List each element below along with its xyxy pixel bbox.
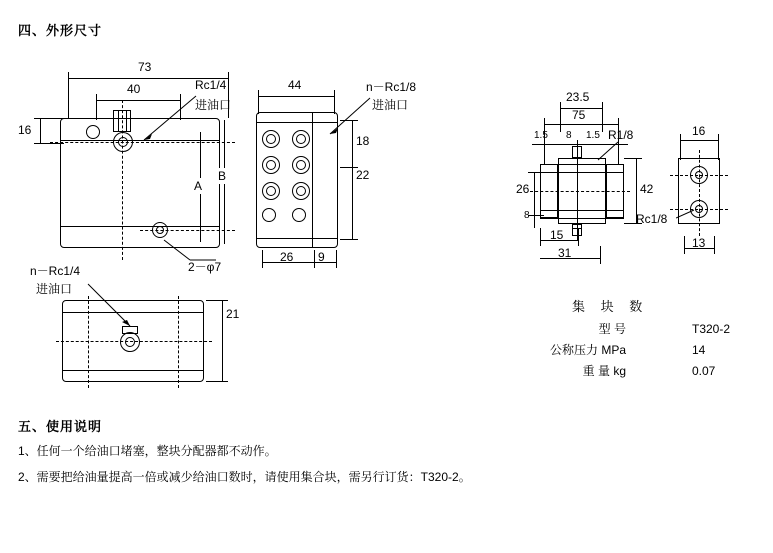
- table-row: [500, 360, 736, 381]
- dim-73-label: 73: [138, 60, 152, 74]
- r18-label: R1/8: [608, 128, 634, 142]
- dim-26r-ext-t: [528, 172, 544, 173]
- spec-label-weight: 重 量 kg: [582, 364, 626, 378]
- mid-port-2-inner: [296, 134, 306, 144]
- dim-16r-line: [680, 140, 718, 141]
- mid-view-line-bot: [256, 238, 338, 239]
- mid-port-8: [292, 208, 306, 222]
- bottom-view-dash-1: [88, 296, 89, 388]
- n-rc14-label-cn: 进油口: [36, 282, 73, 296]
- bottom-view-port-inner: [125, 337, 135, 347]
- dim-22-line: [352, 168, 353, 240]
- n-rc14-label: n－Rc1/4: [30, 264, 81, 278]
- dim-8a-label: 8: [566, 130, 572, 141]
- dim-235-label: 23.5: [566, 90, 590, 104]
- dim-15-ext-l: [540, 228, 541, 246]
- spec-table-title: 集 块 数: [572, 299, 649, 314]
- dim-16r-ext-r: [718, 134, 719, 160]
- dim-26r-label: 26: [516, 182, 530, 196]
- dim-75-label: 75: [572, 108, 586, 122]
- mid-port-6-inner: [296, 186, 306, 196]
- dim-73-ext-left: [68, 72, 69, 118]
- dim-75-line: [544, 124, 618, 125]
- bottom-view-line-top: [62, 312, 204, 313]
- phi7-label: 2－φ7: [188, 260, 222, 274]
- dim-13-ext-r: [714, 236, 715, 254]
- n-rc18-label: n－Rc1/8: [366, 80, 417, 94]
- dim-26-ext-r: [314, 250, 315, 268]
- dim-21-ext-t: [206, 300, 228, 301]
- dim-26r-ext-b: [528, 215, 544, 216]
- dim-75-ext-l: [544, 118, 545, 164]
- left-view-boss-line-b: [126, 110, 127, 132]
- right-view-plate-bot2: [540, 218, 624, 219]
- mid-port-3-inner: [266, 160, 276, 170]
- spec-value-model: T320-2: [692, 321, 731, 336]
- dim-8b-label: 8: [524, 210, 530, 221]
- dim-15-ext-r: [578, 228, 579, 246]
- dim-16-label: 16: [18, 123, 32, 137]
- mid-port-1-inner: [266, 134, 276, 144]
- spec-table: [500, 318, 736, 381]
- dim-A-label: A: [194, 179, 203, 193]
- r18-leader: [592, 140, 622, 164]
- left-view-hole-topleft: [86, 125, 100, 139]
- dim-31-label: 31: [558, 246, 572, 260]
- dim-8b-line: [534, 216, 535, 228]
- dim-9-label: 9: [318, 250, 325, 264]
- dim-18-label: 18: [356, 134, 370, 148]
- dim-16-line: [40, 118, 41, 144]
- bottom-view-dash-2: [178, 296, 179, 388]
- usage-note-1: 1、任何一个给油口堵塞，整块分配器都不动作。: [18, 444, 277, 458]
- n-rc18-label-cn: 进油口: [372, 98, 409, 112]
- dim-31-ext-r: [600, 246, 601, 264]
- dim-22-ext-b: [340, 239, 358, 240]
- dim-40-ext-left: [96, 94, 97, 120]
- dim-13-label: 13: [692, 236, 706, 250]
- dim-15b-label: 1.5: [586, 130, 600, 141]
- dim-21-label: 21: [226, 307, 240, 321]
- dim-15a-label: 1.5: [534, 130, 548, 141]
- dim-15-label: 15: [550, 228, 564, 242]
- dim-16-ext-top: [34, 118, 64, 119]
- spec-value-pressure: 14: [692, 342, 706, 357]
- dim-42-label: 42: [640, 182, 654, 196]
- right-view-centerline: [577, 140, 578, 240]
- table-row: [500, 339, 736, 360]
- rc18-leader: [676, 206, 698, 220]
- left-view-centerline-h2: [140, 230, 235, 231]
- page-title-usage: 五、使用说明: [18, 419, 103, 434]
- dim-B-label: B: [218, 169, 227, 183]
- spec-label-pressure: 公称压力 MPa: [549, 343, 626, 357]
- rc14-label: Rc1/4: [195, 78, 227, 92]
- dim-16r-ext-l: [680, 134, 681, 160]
- farright-centerline-h1: [670, 175, 728, 176]
- page-title-dimensions: 四、外形尺寸: [18, 23, 103, 38]
- dim-16r-label: 16: [692, 124, 706, 138]
- dim-26-ext-l: [262, 250, 263, 268]
- mid-view-line-v: [312, 112, 313, 248]
- dim-235-ext-l: [560, 102, 561, 132]
- rc18-label: Rc1/8: [636, 212, 668, 226]
- dim-21-ext-b: [206, 381, 228, 382]
- dim-13-ext-l: [684, 236, 685, 254]
- dim-26r-line: [534, 172, 535, 216]
- dim-9-ext-r: [336, 250, 337, 268]
- left-view-inner-line-bottom: [60, 226, 220, 227]
- dim-18-line: [352, 120, 353, 168]
- left-view-centerline-v: [122, 100, 123, 260]
- mid-port-7: [262, 208, 276, 222]
- rc14-label-cn: 进油口: [195, 98, 232, 112]
- dim-42-ext-t: [624, 158, 642, 159]
- spec-value-weight: 0.07: [692, 363, 716, 378]
- farright-centerline-v: [699, 150, 700, 236]
- dim-22-label: 22: [356, 168, 370, 182]
- dim-21-line: [222, 300, 223, 382]
- mid-port-4-inner: [296, 160, 306, 170]
- mid-port-5-inner: [266, 186, 276, 196]
- right-view-centerline-h: [530, 191, 630, 192]
- dim-26-label: 26: [280, 250, 294, 264]
- left-view-boss-line-a: [118, 110, 119, 132]
- dim-40-label: 40: [127, 82, 141, 96]
- dim-18-ext-t: [340, 120, 358, 121]
- spec-label-model: 型 号: [598, 322, 626, 336]
- dim-44-ext-l: [258, 90, 259, 114]
- dim-44-label: 44: [288, 78, 302, 92]
- bottom-view-line-bot: [62, 370, 204, 371]
- dim-16-ext-bot: [34, 143, 64, 144]
- table-row: [500, 318, 736, 339]
- dim-235-ext-r: [602, 102, 603, 132]
- usage-note-2: 2、需要把给油量提高一倍或减少给油口数时，请使用集合块，需另行订货：T320-2。: [18, 470, 471, 484]
